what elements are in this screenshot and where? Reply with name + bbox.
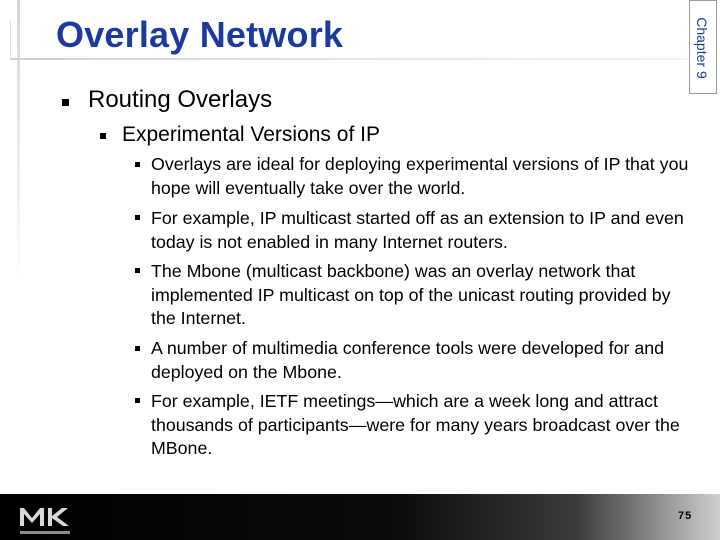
decorative-vertical-line-secondary [10, 20, 11, 60]
decorative-vertical-line [17, 0, 20, 290]
list-item: Overlays are ideal for deploying experimental versions of IP that you hope will eventually take over the world. [151, 154, 689, 198]
title-underline [10, 58, 690, 60]
bullet-level3-icon [135, 346, 140, 351]
list-item: A number of multimedia conference tools were developed for and deployed on the Mbone. [151, 338, 664, 382]
bullet-level3-icon [135, 215, 140, 220]
chapter-tab [689, 0, 717, 94]
level1-heading: Routing Overlays [88, 86, 273, 113]
list-item: The Mbone (multicast backbone) was an overlay network that implemented IP multicast on top of the unicast routing provided by the Internet. [151, 261, 671, 328]
level2-heading: Experimental Versions of IP [122, 123, 380, 146]
chapter-label: Chapter 9 [694, 17, 710, 79]
list-item: For example, IP multicast started off as an extension to IP and even today is not enabled in many Internet routers. [151, 208, 684, 252]
bullet-level1-icon [62, 99, 69, 106]
list-item: For example, IETF meetings—which are a week long and attract thousands of participants—were for many years broadcast over the MBone. [151, 391, 680, 458]
bullet-level3-icon [135, 162, 140, 167]
bullet-level3-icon [135, 268, 140, 273]
bullet-level2-icon [100, 133, 106, 139]
bullet-level3-icon [135, 398, 140, 403]
page-number: 75 [678, 510, 693, 522]
slide-title: Overlay Network [56, 14, 344, 55]
footer-bar [0, 494, 720, 540]
publisher-logo-icon [18, 504, 74, 538]
